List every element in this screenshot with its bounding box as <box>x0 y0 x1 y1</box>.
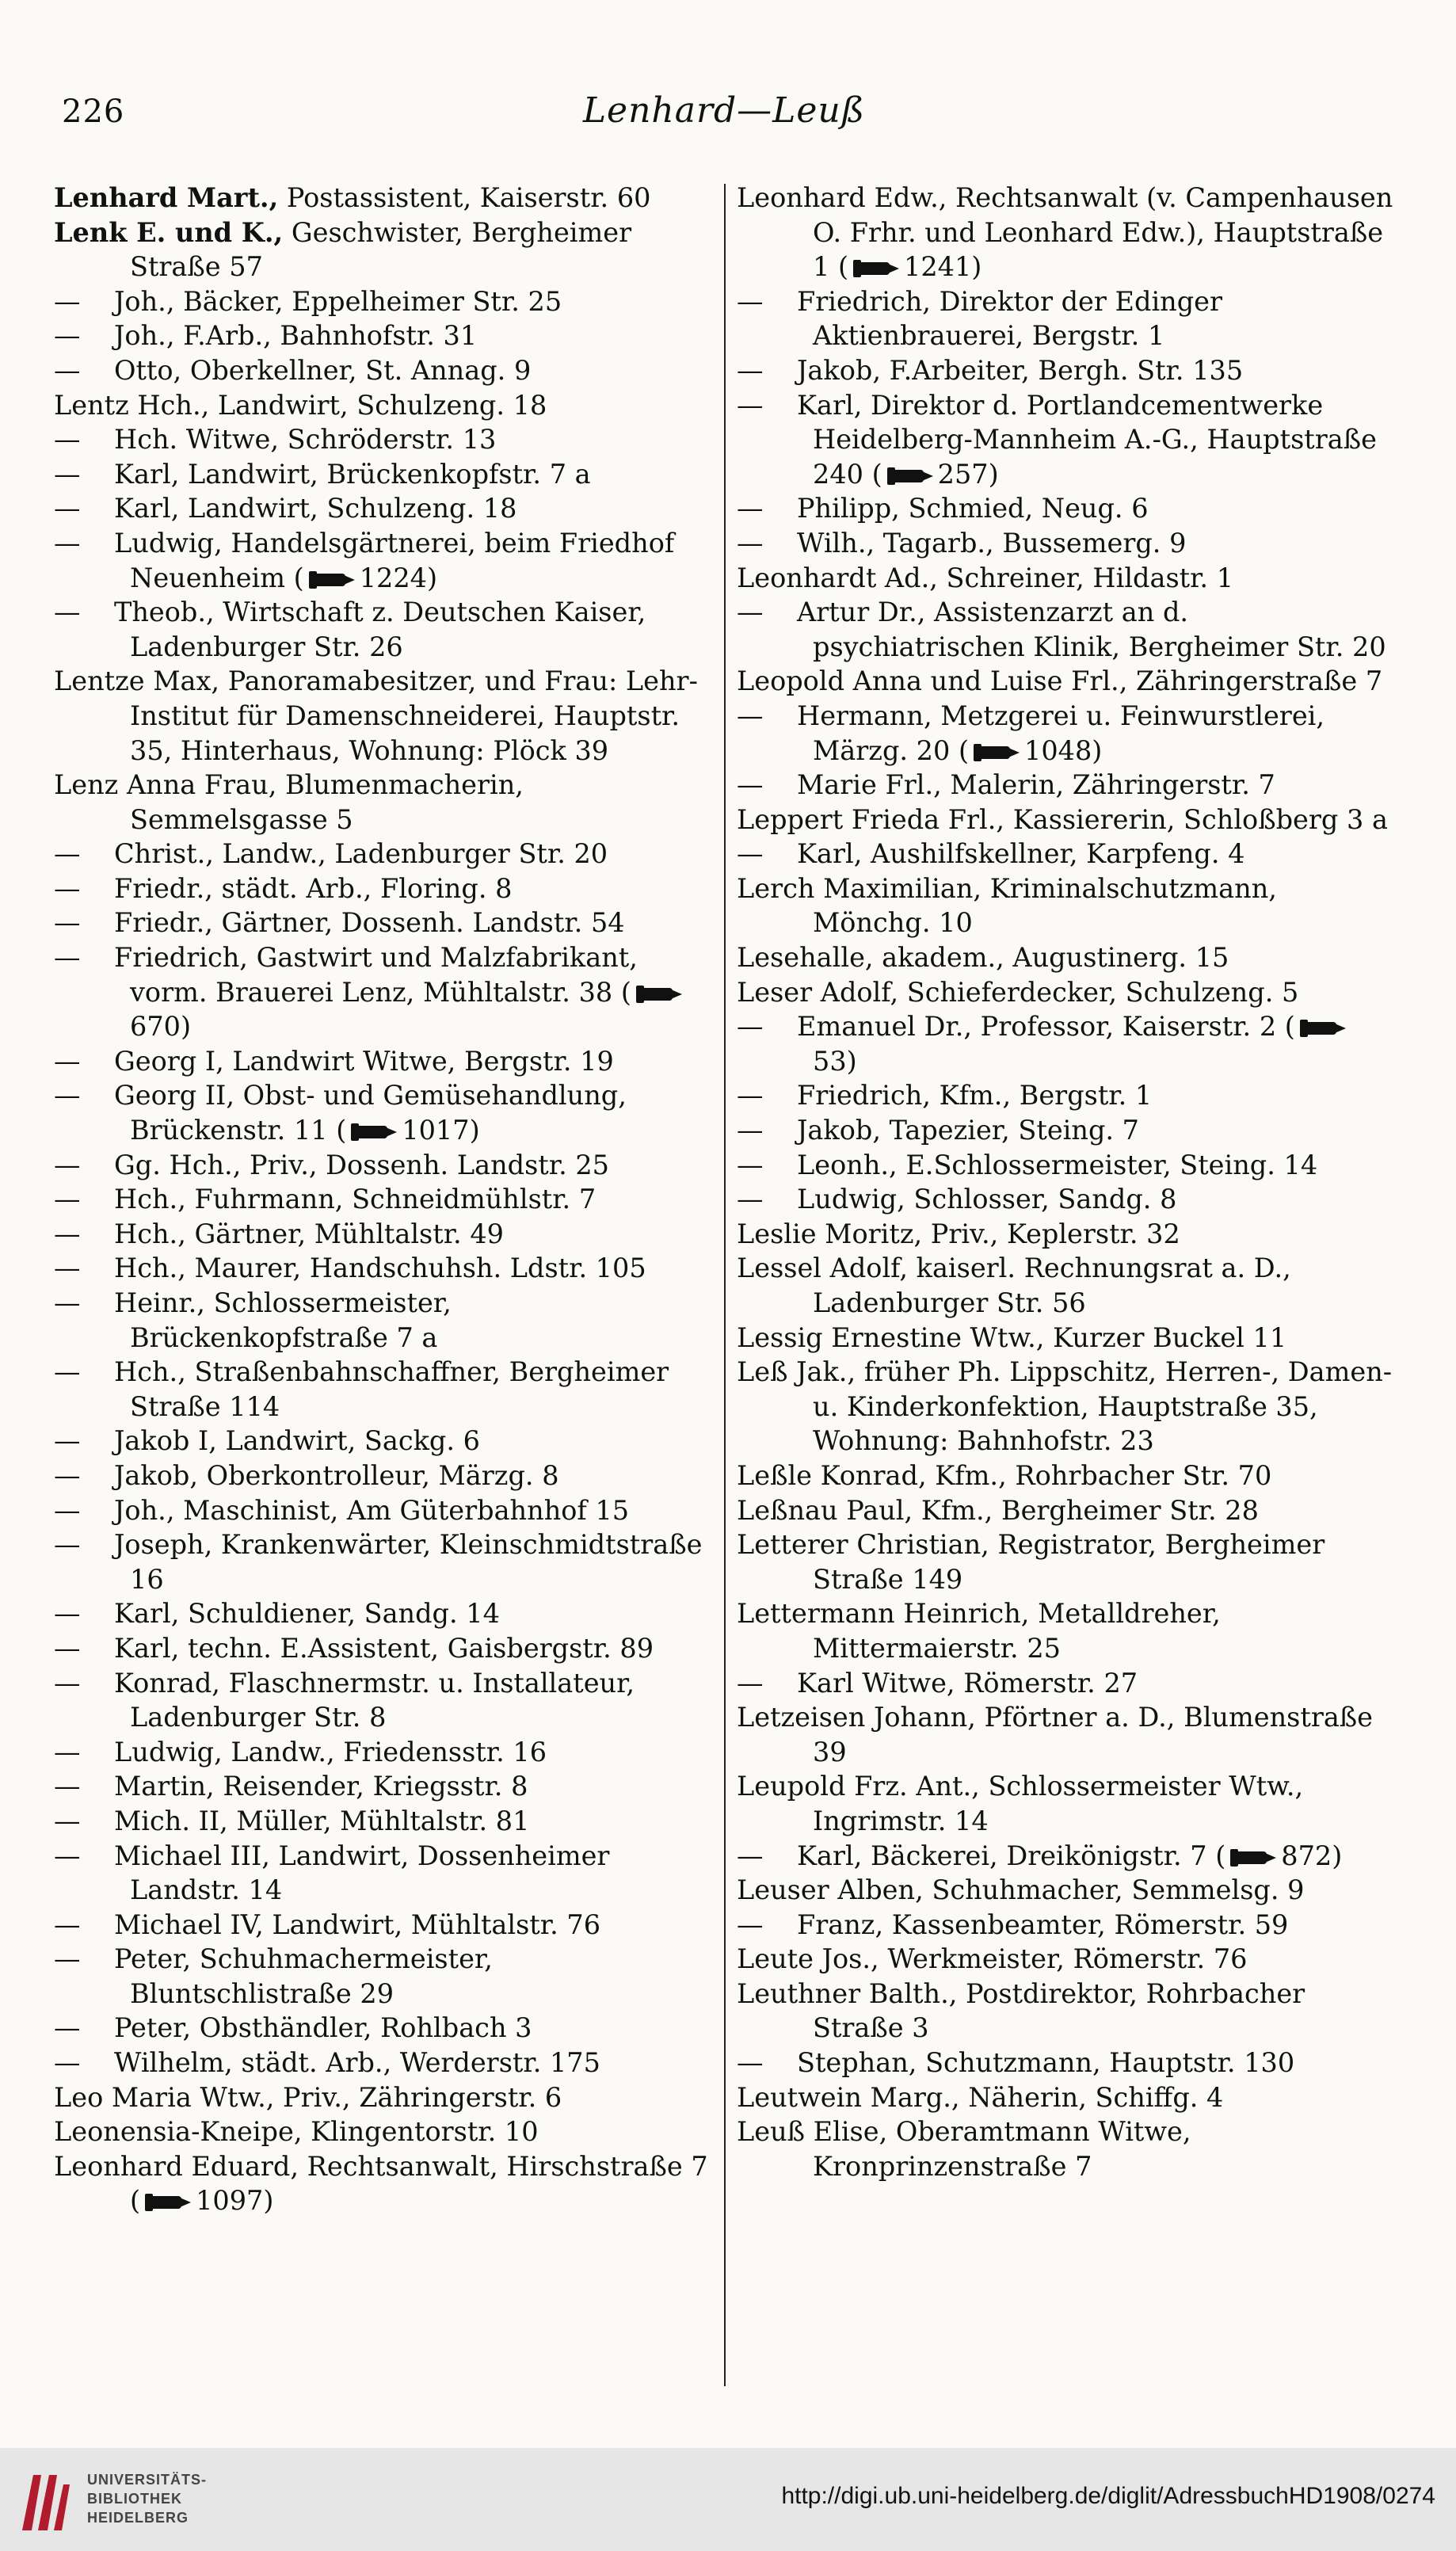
directory-entry <box>737 1182 1394 1217</box>
directory-entry <box>737 353 1394 388</box>
directory-entry <box>54 906 711 940</box>
directory-entry <box>54 1769 711 1804</box>
ditto-dash: — <box>54 1805 81 1836</box>
ditto-dash: — <box>54 493 81 524</box>
entry-text: Leser Adolf, Schieferdecker, Schulzeng. 5 <box>737 976 1299 1008</box>
ditto-dash: — <box>54 1529 81 1561</box>
entry-text: Michael III, Landwirt, Dossenheimer Landstr. 14 <box>114 1840 610 1906</box>
directory-entry <box>737 699 1394 768</box>
directory-entry <box>54 1251 711 1286</box>
entry-text: Karl, Landwirt, Schulzeng. 18 <box>114 493 517 524</box>
entry-text: Otto, Oberkellner, St. Annag. 9 <box>114 354 532 386</box>
entry-text: Lenz Anna Frau, Blumenmacherin, Semmelsgasse 5 <box>54 769 524 835</box>
entry-text: Friedr., Gärtner, Dossenh. Landstr. 54 <box>114 907 625 939</box>
ditto-dash: — <box>737 389 764 421</box>
ditto-dash: — <box>54 1771 81 1802</box>
entry-text: Franz, Kassenbeamter, Römerstr. 59 <box>797 1908 1289 1940</box>
directory-entry <box>54 1839 711 1908</box>
entry-text: Lessel Adolf, kaiserl. Rechnungsrat a. D., Ladenburger Str. 56 <box>737 1253 1291 1318</box>
directory-entry <box>54 2080 711 2115</box>
directory-entry <box>54 1631 711 1666</box>
entry-text: Jakob, Oberkontrolleur, Märzg. 8 <box>114 1459 559 1491</box>
footer-bar <box>0 2448 1456 2551</box>
directory-entry <box>737 284 1394 353</box>
entry-text: Leppert Frieda Frl., Kassiererin, Schloßberg 3 a <box>737 803 1388 835</box>
entry-surname: Lenhard Mart., <box>54 182 279 213</box>
directory-entry <box>737 388 1394 492</box>
source-url-link[interactable]: http://digi.ub.uni-heidelberg.de/diglit/AdressbuchHD1908/0274 <box>781 2483 1435 2509</box>
entry-text: Hch., Fuhrmann, Schneidmühlstr. 7 <box>114 1184 597 1215</box>
ditto-dash: — <box>737 700 764 731</box>
entry-text: Joseph, Krankenwärter, Kleinschmidtstraße 16 <box>114 1529 703 1595</box>
directory-entry <box>737 1908 1394 1943</box>
ditto-dash: — <box>54 1840 81 1871</box>
ditto-dash: — <box>54 1218 81 1249</box>
entry-text: Leonhardt Ad., Schreiner, Hildastr. 1 <box>737 562 1234 593</box>
entry-text: Georg I, Landwirt Witwe, Bergstr. 19 <box>114 1045 614 1077</box>
entry-text: Leßnau Paul, Kfm., Bergheimer Str. 28 <box>737 1494 1259 1526</box>
directory-entry <box>54 1459 711 1493</box>
directory-entry <box>54 1804 711 1839</box>
entry-text: Lerch Maximilian, Kriminalschutzmann, Mönchg. 10 <box>737 872 1277 939</box>
column-divider <box>724 184 726 2386</box>
directory-entry <box>737 1769 1394 1838</box>
directory-entry <box>54 491 711 526</box>
directory-entry <box>54 526 711 595</box>
directory-entry <box>737 1009 1394 1078</box>
entry-surname: Lenk E. und K., <box>54 216 284 248</box>
entry-text: Karl, Aushilfskellner, Karpfeng. 4 <box>797 838 1245 870</box>
entry-text: Leuser Alben, Schuhmacher, Semmelsg. 9 <box>737 1874 1305 1906</box>
directory-entry <box>737 1113 1394 1148</box>
directory-entry <box>737 1459 1394 1493</box>
ditto-dash: — <box>54 320 81 352</box>
ditto-dash: — <box>737 769 764 801</box>
entry-text: Joh., Bäcker, Eppelheimer Str. 25 <box>114 285 562 317</box>
entry-text: Marie Frl., Malerin, Zähringerstr. 7 <box>797 769 1275 801</box>
directory-entry <box>54 1078 711 1147</box>
entry-text: Jakob, Tapezier, Steing. 7 <box>797 1115 1139 1146</box>
ditto-dash: — <box>54 1943 81 1975</box>
telephone-icon <box>143 2194 192 2211</box>
entry-text: Leonhard Eduard, Rechtsanwalt, Hirschstraße 7 ( <box>54 2150 708 2217</box>
entry-text: Leonensia-Kneipe, Klingentorstr. 10 <box>54 2116 539 2148</box>
ditto-dash: — <box>737 354 764 386</box>
telephone-icon <box>972 744 1021 761</box>
ditto-dash: — <box>737 2047 764 2079</box>
ditto-dash: — <box>54 458 81 490</box>
telephone-icon <box>349 1123 398 1141</box>
directory-entry <box>737 2080 1394 2115</box>
entry-text: Theob., Wirtschaft z. Deutschen Kaiser, Ladenburger Str. 26 <box>114 597 646 662</box>
directory-entry <box>54 1148 711 1183</box>
entry-text: Geschwister, Bergheimer Straße 57 <box>130 216 632 283</box>
directory-entry <box>54 1044 711 1079</box>
entry-text: Leute Jos., Werkmeister, Römerstr. 76 <box>737 1943 1248 1975</box>
logo-line-2: BIBLIOTHEK <box>87 2491 182 2507</box>
entry-text: Friedr., städt. Arb., Floring. 8 <box>114 872 513 904</box>
directory-entry <box>737 526 1394 561</box>
entry-text: Hch., Gärtner, Mühltalstr. 49 <box>114 1218 504 1249</box>
directory-entry <box>737 803 1394 837</box>
directory-entry <box>54 2114 711 2149</box>
directory-entry <box>737 491 1394 526</box>
entry-text: Konrad, Flaschnermstr. u. Installateur, Ladenburger Str. 8 <box>114 1667 635 1733</box>
page-number: 226 <box>62 93 125 130</box>
left-column <box>54 181 711 2383</box>
ditto-dash: — <box>54 907 81 939</box>
directory-entry <box>737 975 1394 1010</box>
directory-entry <box>54 1182 711 1217</box>
ditto-dash: — <box>737 1184 764 1215</box>
directory-entry <box>54 353 711 388</box>
ditto-dash: — <box>737 285 764 317</box>
entry-text: Leo Maria Wtw., Priv., Zähringerstr. 6 <box>54 2081 562 2113</box>
ditto-dash: — <box>737 527 764 559</box>
ditto-dash: — <box>737 493 764 524</box>
entry-text: Karl, Direktor d. Portlandcementwerke Heidelberg-Mannheim A.-G., Hauptstraße 240 ( <box>797 389 1377 490</box>
entry-text: Peter, Schuhmachermeister, Bluntschlistraße 29 <box>114 1943 493 2009</box>
ditto-dash: — <box>54 1632 81 1664</box>
entry-text: Wilh., Tagarb., Bussemerg. 9 <box>797 527 1187 559</box>
directory-columns <box>54 181 1393 2383</box>
entry-text: Joh., F.Arb., Bahnhofstr. 31 <box>114 320 478 352</box>
ditto-dash: — <box>54 527 81 559</box>
entry-text: Lentz Hch., Landwirt, Schulzeng. 18 <box>54 389 547 421</box>
telephone-number: 1048) <box>1024 734 1103 766</box>
entry-text: Letterer Christian, Registrator, Bergheimer Straße 149 <box>737 1529 1325 1595</box>
directory-entry <box>54 871 711 906</box>
directory-entry <box>54 768 711 837</box>
entry-text: Leonhard Edw., Rechtsanwalt (v. Campenhausen O. Frhr. und Leonhard Edw.), Hauptstraße 1 ( <box>737 182 1393 283</box>
directory-entry <box>54 284 711 319</box>
ditto-dash: — <box>54 285 81 317</box>
directory-entry <box>54 2011 711 2046</box>
directory-entry <box>737 1596 1394 1665</box>
directory-entry <box>737 1355 1394 1459</box>
directory-entry <box>737 1217 1394 1252</box>
entry-text: Hermann, Metzgerei u. Feinwurstlerei, Märzg. 20 ( <box>797 700 1325 766</box>
entry-text: Stephan, Schutzmann, Hauptstr. 130 <box>797 2047 1295 2079</box>
entry-text: Michael IV, Landwirt, Mühltalstr. 76 <box>114 1908 601 1940</box>
ditto-dash: — <box>54 872 81 904</box>
directory-entry <box>737 1078 1394 1113</box>
directory-entry <box>737 837 1394 871</box>
directory-entry <box>54 318 711 353</box>
directory-entry <box>54 1596 711 1631</box>
entry-text: Lettermann Heinrich, Metalldreher, Mittermaierstr. 25 <box>737 1598 1221 1664</box>
directory-entry <box>54 181 711 215</box>
entry-text: Friedrich, Gastwirt und Malzfabrikant, vorm. Brauerei Lenz, Mühltalstr. 38 ( <box>114 942 638 1008</box>
entry-text: Karl Witwe, Römerstr. 27 <box>797 1667 1138 1699</box>
directory-entry <box>737 1873 1394 1908</box>
ditto-dash: — <box>54 1287 81 1318</box>
telephone-number: 257) <box>937 458 999 490</box>
directory-entry <box>737 871 1394 940</box>
ditto-dash: — <box>737 1011 764 1043</box>
entry-text: Heinr., Schlossermeister, Brückenkopfstraße 7 a <box>114 1287 452 1353</box>
entry-text: Friedrich, Direktor der Edinger Aktienbrauerei, Bergstr. 1 <box>797 285 1223 352</box>
ditto-dash: — <box>54 1149 81 1180</box>
entry-text: Letzeisen Johann, Pförtner a. D., Blumenstraße 39 <box>737 1702 1374 1767</box>
telephone-icon <box>852 260 901 277</box>
telephone-number: 1224) <box>359 562 438 593</box>
entry-text: Friedrich, Kfm., Bergstr. 1 <box>797 1080 1153 1112</box>
telephone-number: 1017) <box>402 1115 480 1146</box>
entry-text: Joh., Maschinist, Am Güterbahnhof 15 <box>114 1494 630 1526</box>
entry-text: Leonh., E.Schlossermeister, Steing. 14 <box>797 1149 1318 1180</box>
telephone-number: 670) <box>130 1011 192 1043</box>
directory-entry <box>54 1217 711 1252</box>
ditto-dash: — <box>54 354 81 386</box>
entry-text: Karl, techn. E.Assistent, Gaisbergstr. 89 <box>114 1632 654 1664</box>
entry-text: Leuß Elise, Oberamtmann Witwe, Kronprinzenstraße 7 <box>737 2116 1191 2182</box>
ditto-dash: — <box>737 597 764 628</box>
ditto-dash: — <box>54 1253 81 1284</box>
entry-text: Mich. II, Müller, Mühltalstr. 81 <box>114 1805 530 1836</box>
directory-entry <box>737 1493 1394 1528</box>
directory-entry <box>54 1908 711 1943</box>
ditto-dash: — <box>54 1356 81 1388</box>
directory-entry <box>54 422 711 457</box>
directory-entry <box>737 1527 1394 1596</box>
entry-text: Jakob, F.Arbeiter, Bergh. Str. 135 <box>797 354 1244 386</box>
entry-text: Lentze Max, Panoramabesitzer, und Frau: Lehr-Institut für Damenschneiderei, Hauptstr. 35, Hinterhaus, Wohnung: Plöck 39 <box>54 665 698 766</box>
ditto-dash: — <box>54 1908 81 1940</box>
directory-entry <box>737 2046 1394 2080</box>
directory-entry <box>54 1286 711 1355</box>
ditto-dash: — <box>737 1840 764 1871</box>
directory-entry <box>54 1942 711 2011</box>
library-logo[interactable] <box>17 2465 223 2537</box>
directory-entry <box>54 1493 711 1528</box>
telephone-number: 53) <box>813 1045 857 1077</box>
directory-entry <box>737 181 1394 284</box>
ditto-dash: — <box>54 424 81 456</box>
entry-text: Wilhelm, städt. Arb., Werderstr. 175 <box>114 2047 600 2079</box>
directory-entry <box>54 1355 711 1424</box>
directory-entry <box>737 1839 1394 1874</box>
telephone-number: 1097) <box>196 2185 274 2217</box>
telephone-icon <box>1298 1020 1347 1037</box>
entry-text: Postassistent, Kaiserstr. 60 <box>278 182 651 213</box>
entry-text: Leslie Moritz, Priv., Keplerstr. 32 <box>737 1218 1180 1249</box>
directory-entry <box>54 940 711 1044</box>
entry-text: Ludwig, Schlosser, Sandg. 8 <box>797 1184 1177 1215</box>
entry-text: Martin, Reisender, Kriegsstr. 8 <box>114 1771 528 1802</box>
entry-text: Lesehalle, akadem., Augustinerg. 15 <box>737 942 1229 974</box>
ditto-dash: — <box>737 1149 764 1180</box>
library-logo-icon <box>17 2469 73 2535</box>
entry-text: Leßle Konrad, Kfm., Rohrbacher Str. 70 <box>737 1459 1272 1491</box>
directory-entry <box>54 457 711 492</box>
ditto-dash: — <box>737 1080 764 1112</box>
right-column <box>737 181 1394 2383</box>
directory-entry <box>54 2149 711 2218</box>
entry-text: Gg. Hch., Priv., Dossenh. Landstr. 25 <box>114 1149 610 1180</box>
directory-entry <box>737 1700 1394 1769</box>
directory-entry <box>737 664 1394 699</box>
directory-entry <box>737 1666 1394 1701</box>
telephone-icon <box>635 986 684 1003</box>
ditto-dash: — <box>54 838 81 870</box>
directory-entry <box>54 837 711 871</box>
directory-entry <box>737 595 1394 664</box>
entry-text: Hch. Witwe, Schröderstr. 13 <box>114 424 497 456</box>
entry-text: Artur Dr., Assistenzarzt an d. psychiatrischen Klinik, Bergheimer Str. 20 <box>797 597 1386 662</box>
telephone-icon <box>307 571 356 589</box>
ditto-dash: — <box>737 1667 764 1699</box>
directory-entry <box>54 1735 711 1770</box>
running-head: Lenhard—Leuß <box>582 90 866 131</box>
entry-text: Peter, Obsthändler, Rohlbach 3 <box>114 2012 532 2044</box>
directory-entry <box>54 388 711 423</box>
directory-entry <box>54 1424 711 1459</box>
telephone-number: 872) <box>1281 1840 1343 1871</box>
telephone-icon <box>886 467 935 485</box>
directory-entry <box>737 1321 1394 1356</box>
directory-entry <box>737 1977 1394 2046</box>
ditto-dash: — <box>54 1184 81 1215</box>
ditto-dash: — <box>54 2012 81 2044</box>
directory-entry <box>737 1942 1394 1977</box>
directory-entry <box>737 940 1394 975</box>
directory-entry <box>737 768 1394 803</box>
logo-line-1: UNIVERSITÄTS- <box>87 2472 208 2488</box>
ditto-dash: — <box>54 1425 81 1457</box>
ditto-dash: — <box>54 1045 81 1077</box>
directory-entry <box>54 664 711 768</box>
entry-text: Karl, Bäckerei, Dreikönigstr. 7 ( <box>797 1840 1226 1871</box>
directory-entry <box>737 1251 1394 1320</box>
directory-entry <box>54 1527 711 1596</box>
ditto-dash: — <box>737 1908 764 1940</box>
directory-entry <box>54 215 711 284</box>
entry-text: Lessig Ernestine Wtw., Kurzer Buckel 11 <box>737 1321 1287 1353</box>
directory-entry <box>737 561 1394 596</box>
entry-text: Hch., Straßenbahnschaffner, Bergheimer Straße 114 <box>114 1356 669 1422</box>
telephone-icon <box>1229 1849 1278 1867</box>
entry-text: Leupold Frz. Ant., Schlossermeister Wtw., Ingrimstr. 14 <box>737 1771 1304 1836</box>
entry-text: Leopold Anna und Luise Frl., Zähringerstraße 7 <box>737 665 1383 697</box>
entry-text: Jakob I, Landwirt, Sackg. 6 <box>114 1425 480 1457</box>
entry-text: Leuthner Balth., Postdirektor, Rohrbacher Straße 3 <box>737 1977 1305 2044</box>
directory-entry <box>54 2046 711 2080</box>
directory-entry <box>737 2114 1394 2183</box>
entry-text: Philipp, Schmied, Neug. 6 <box>797 493 1149 524</box>
entry-text: Leß Jak., früher Ph. Lippschitz, Herren-, Damen- u. Kinderkonfektion, Hauptstraße 35, Wohnung: Bahnhofstr. 23 <box>737 1356 1393 1457</box>
entry-text: Karl, Landwirt, Brückenkopfstr. 7 a <box>114 458 591 490</box>
ditto-dash: — <box>54 1494 81 1526</box>
entry-text: Ludwig, Landw., Friedensstr. 16 <box>114 1736 547 1767</box>
ditto-dash: — <box>54 1080 81 1112</box>
ditto-dash: — <box>54 1459 81 1491</box>
ditto-dash: — <box>54 1667 81 1699</box>
entry-text: Ludwig, Handelsgärtnerei, beim Friedhof Neuenheim ( <box>114 527 675 593</box>
entry-text: Emanuel Dr., Professor, Kaiserstr. 2 ( <box>797 1011 1295 1043</box>
entry-text: Karl, Schuldiener, Sandg. 14 <box>114 1598 500 1630</box>
directory-entry <box>54 1666 711 1735</box>
entry-text: Hch., Maurer, Handschuhsh. Ldstr. 105 <box>114 1253 646 1284</box>
directory-entry <box>737 1148 1394 1183</box>
ditto-dash: — <box>54 2047 81 2079</box>
entry-text: Leutwein Marg., Näherin, Schiffg. 4 <box>737 2081 1224 2113</box>
ditto-dash: — <box>737 1115 764 1146</box>
ditto-dash: — <box>54 597 81 628</box>
telephone-number: 1241) <box>904 251 982 283</box>
ditto-dash: — <box>737 838 764 870</box>
library-logo-text <box>87 2470 230 2527</box>
ditto-dash: — <box>54 1736 81 1767</box>
entry-text: Georg II, Obst- und Gemüsehandlung, Brückenstr. 11 ( <box>114 1080 627 1146</box>
directory-entry <box>54 595 711 664</box>
entry-text: Christ., Landw., Ladenburger Str. 20 <box>114 838 608 870</box>
ditto-dash: — <box>54 1598 81 1630</box>
ditto-dash: — <box>54 942 81 974</box>
logo-line-3: HEIDELBERG <box>87 2510 189 2526</box>
page-header <box>62 87 1386 143</box>
